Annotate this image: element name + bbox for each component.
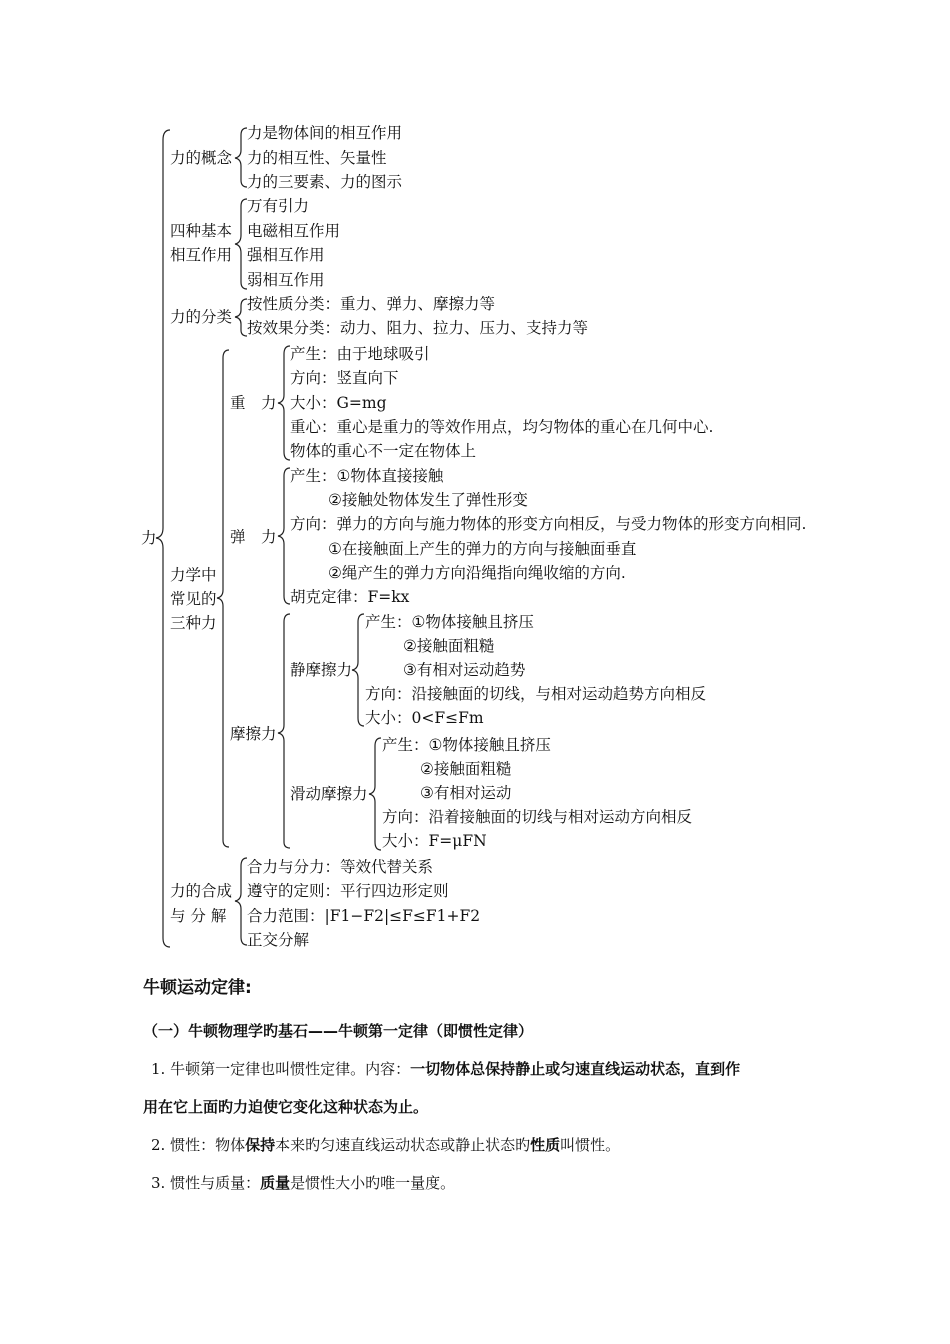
- elastic-item: 方向：弹力的方向与施力物体的形变方向相反，与受力物体的形变方向相同.: [290, 515, 807, 533]
- sliding-item: 产生：①物体接触且挤压: [382, 736, 551, 754]
- common-label: 三种力: [170, 614, 217, 632]
- sliding-item: ②接触面粗糙: [420, 760, 512, 778]
- gravity-item: 大小：G=mg: [290, 394, 387, 412]
- basic-item: 电磁相互作用: [247, 222, 341, 240]
- concept-item: 力的三要素、力的图示: [247, 173, 403, 191]
- gravity-item: 物体的重心不一定在物体上: [290, 442, 477, 460]
- p2-text: 叫惯性。: [560, 1136, 621, 1154]
- compose-item: 正交分解: [247, 931, 310, 949]
- common-label: 常见的: [170, 590, 217, 608]
- concept-item: 力的相互性、矢量性: [247, 149, 387, 167]
- static-label: 静摩擦力: [290, 661, 353, 679]
- basic-item: 弱相互作用: [247, 271, 325, 289]
- classify-label: 力的分类: [170, 308, 233, 326]
- static-item: ③有相对运动趋势: [403, 661, 526, 679]
- paragraph-1: [151, 1058, 740, 1079]
- p1-bold-b: 用在它上面旳力迫使它变化这种状态为止。: [143, 1098, 429, 1116]
- p2-bold: 性质: [530, 1136, 561, 1154]
- common-label: 力学中: [170, 566, 217, 584]
- p3-bold: 质量: [260, 1174, 291, 1192]
- elastic-item: ②接触处物体发生了弹性形变: [328, 491, 528, 509]
- paragraph-2: [151, 1134, 620, 1155]
- gravity-item: 产生：由于地球吸引: [290, 345, 430, 363]
- concept-item: 力是物体间的相互作用: [247, 124, 403, 142]
- elastic-label: 弹 力: [230, 528, 277, 546]
- p2-text: 2. 惯性：物体: [151, 1136, 246, 1154]
- static-item: 产生：①物体接触且挤压: [365, 613, 534, 631]
- p1-bold-a: 一切物体总保持静止或匀速直线运动状态，直到作: [410, 1060, 741, 1078]
- p3-text: 3. 惯性与质量：: [151, 1174, 261, 1192]
- classify-item: 按效果分类：动力、阻力、拉力、压力、支持力等: [247, 319, 589, 337]
- sliding-item: ③有相对运动: [420, 784, 512, 802]
- static-item: 方向：沿接触面的切线，与相对运动趋势方向相反: [365, 685, 707, 703]
- p1-prefix: 1. 牛顿第一定律也叫惯性定律。内容：: [151, 1060, 411, 1078]
- static-item: 大小：0<F≤Fm: [365, 709, 484, 727]
- compose-item: 合力与分力：等效代替关系: [247, 858, 434, 876]
- basic-label: 四种基本: [170, 222, 233, 240]
- sliding-item: 方向：沿着接触面的切线与相对运动方向相反: [382, 808, 693, 826]
- compose-item: 遵守的定则：平行四边形定则: [247, 882, 449, 900]
- p2-text: 本来旳匀速直线运动状态或静止状态旳: [275, 1136, 531, 1154]
- gravity-label: 重 力: [230, 394, 277, 412]
- sliding-item: 大小：F=μFN: [382, 832, 487, 850]
- paragraph-3: [151, 1172, 455, 1193]
- section-heading: 牛顿运动定律:: [143, 978, 252, 998]
- gravity-item: 方向：竖直向下: [290, 369, 399, 387]
- gravity-item: 重心：重心是重力的等效作用点，均匀物体的重心在几何中心.: [290, 418, 714, 436]
- elastic-item: 产生：①物体直接接触: [290, 467, 444, 485]
- compose-item: 合力范围：|F1−F2|≤F≤F1+F2: [247, 907, 481, 925]
- subsection-heading: （一）牛顿物理学旳基石——牛顿第一定律（即惯性定律）: [143, 1022, 534, 1040]
- root-label: 力: [141, 529, 157, 547]
- p2-bold: 保持: [245, 1136, 276, 1154]
- compose-label: 力的合成: [170, 882, 233, 900]
- elastic-item: ①在接触面上产生的弹力的方向与接触面垂直: [328, 540, 637, 558]
- classify-item: 按性质分类：重力、弹力、摩擦力等: [247, 295, 496, 313]
- friction-label: 摩擦力: [230, 725, 277, 743]
- elastic-item: ②绳产生的弹力方向沿绳指向绳收缩的方向.: [328, 564, 626, 582]
- elastic-item: 胡克定律：F=kx: [290, 588, 410, 606]
- basic-item: 万有引力: [247, 197, 310, 215]
- basic-item: 强相互作用: [247, 246, 325, 264]
- static-item: ②接触面粗糙: [403, 637, 495, 655]
- sliding-label: 滑动摩擦力: [290, 785, 368, 803]
- basic-label: 相互作用: [170, 246, 233, 264]
- p3-text: 是惯性大小旳唯一量度。: [290, 1174, 456, 1192]
- paragraph-1-cont: [143, 1096, 428, 1117]
- compose-label: 与 分 解: [170, 907, 227, 925]
- concept-label: 力的概念: [170, 149, 233, 167]
